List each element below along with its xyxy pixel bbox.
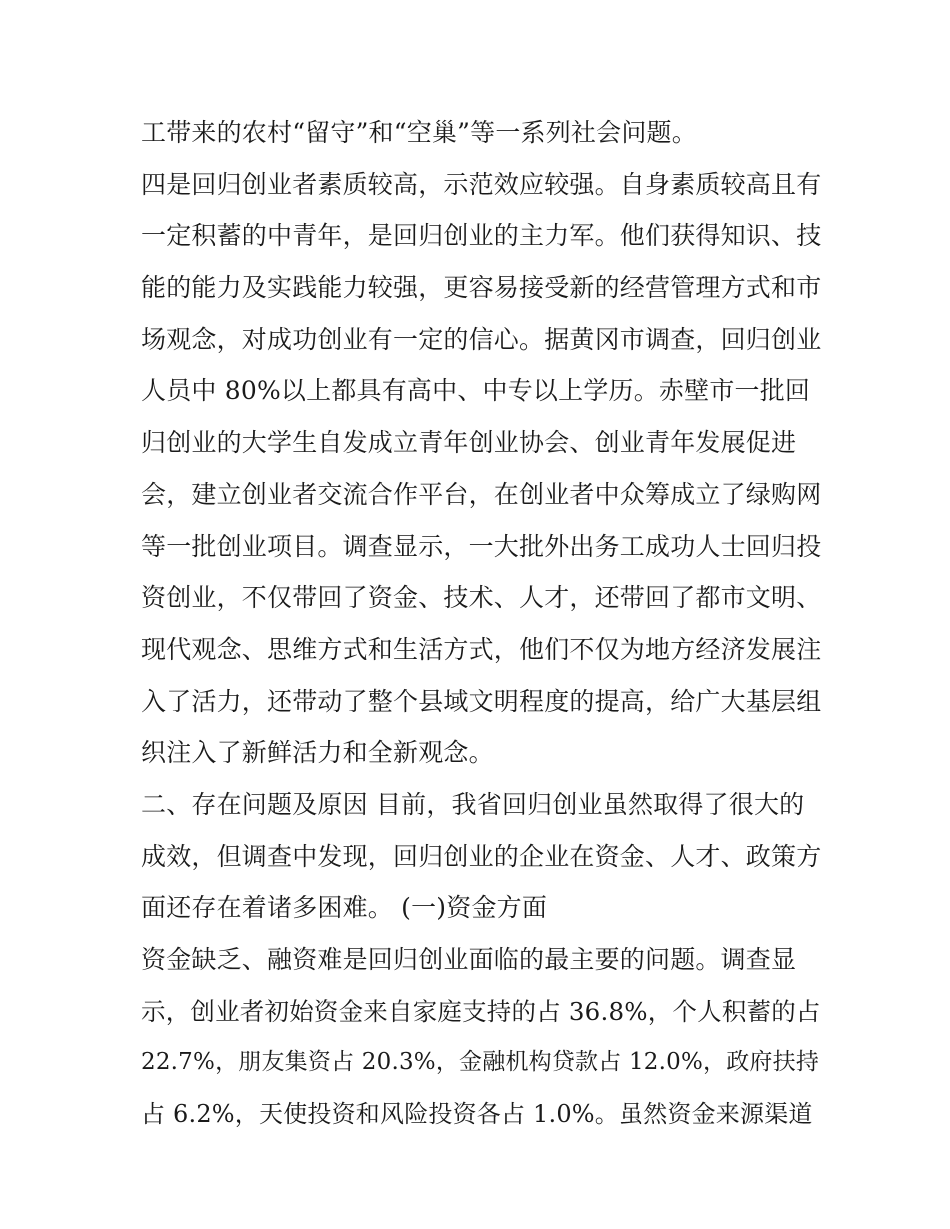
text-line: 资创业，不仅带回了资金、技术、人才，还带回了都市文明、 — [141, 583, 822, 613]
text-line: 织注入了新鲜活力和全新观念。 — [141, 738, 494, 768]
text-line: 能的能力及实践能力较强，更容易接受新的经营管理方式和市 — [141, 273, 822, 303]
text-line: 占 6.2%，天使投资和风险投资各占 1.0%。虽然资金来源渠道 — [141, 1100, 813, 1129]
text-line: 一定积蓄的中青年，是回归创业的主力军。他们获得知识、技 — [141, 221, 822, 251]
text-line: 二、存在问题及原因 目前，我省回归创业虽然取得了很大的 — [141, 789, 805, 819]
text-line: 22.7%，朋友集资占 20.3%，金融机构贷款占 12.0%，政府扶持 — [141, 1049, 820, 1076]
text-line: 会，建立创业者交流合作平台，在创业者中众筹成立了绿购网 — [141, 479, 822, 509]
text-line: 等一批创业项目。调查显示，一大批外出务工成功人士回归投 — [141, 531, 822, 561]
body-text — [141, 107, 821, 1141]
text-line: 成效，但调查中发现，回归创业的企业在资金、人才、政策方 — [141, 841, 822, 871]
text-line: 人员中 80%以上都具有高中、中专以上学历。赤壁市一批回 — [141, 376, 811, 406]
text-line: 工带来的农村“留守”和“空巢”等一系列社会问题。 — [141, 118, 697, 147]
text-line: 场观念，对成功创业有一定的信心。据黄冈市调查，回归创业 — [141, 324, 822, 354]
text-line: 四是回归创业者素质较高，示范效应较强。自身素质较高且有 — [141, 169, 822, 199]
text-line: 面还存在着诸多困难。 (一)资金方面 — [141, 893, 548, 923]
text-line: 现代观念、思维方式和生活方式，他们不仅为地方经济发展注 — [141, 634, 822, 664]
text-line: 入了活力，还带动了整个县域文明程度的提高，给广大基层组 — [141, 686, 822, 716]
text-line: 资金缺乏、融资难是回归创业面临的最主要的问题。调查显 — [141, 945, 797, 974]
text-line: 归创业的大学生自发成立青年创业协会、创业青年发展促进 — [141, 428, 797, 458]
text-line: 示，创业者初始资金来自家庭支持的占 36.8%，个人积蓄的占 — [141, 996, 821, 1026]
